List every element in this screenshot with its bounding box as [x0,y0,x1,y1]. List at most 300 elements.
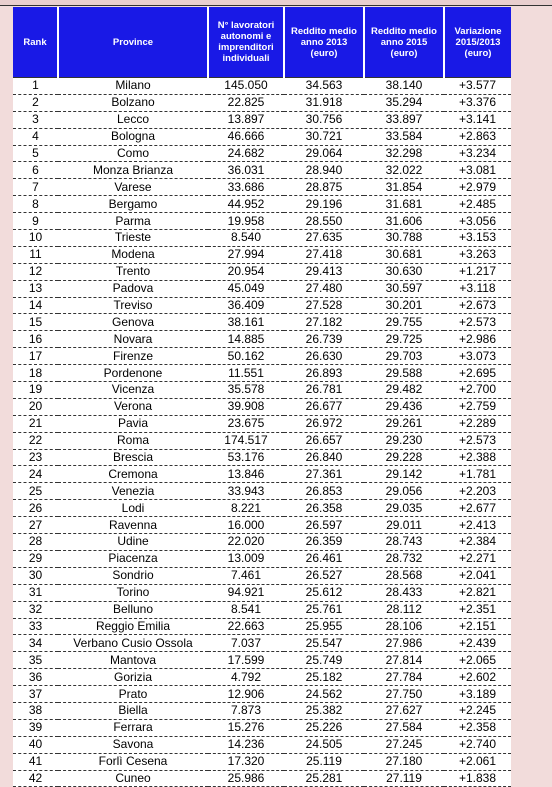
province-cell: Pordenone [58,365,208,382]
table-row [13,517,511,534]
change-cell: +2.271 [444,550,511,567]
income-2015-cell: 30.201 [364,297,444,314]
change-cell: +2.673 [444,297,511,314]
change-cell: +2.041 [444,567,511,584]
province-cell: Forlì Cesena [58,753,208,770]
table-row [13,466,511,483]
province-cell: Cuneo [58,770,208,787]
change-cell: +2.863 [444,128,511,145]
rank-cell: 12 [13,263,58,280]
province-cell: Ravenna [58,517,208,534]
workers-cell: 22.020 [208,534,284,551]
workers-cell: 8.541 [208,601,284,618]
income-2013-cell: 26.972 [284,415,364,432]
change-cell: +2.151 [444,618,511,635]
income-2013-cell: 29.413 [284,263,364,280]
rank-cell: 5 [13,145,58,162]
rank-cell: 34 [13,635,58,652]
income-2013-cell: 27.528 [284,297,364,314]
table-row [13,415,511,432]
table-row [13,601,511,618]
rank-cell: 24 [13,466,58,483]
workers-cell: 19.958 [208,213,284,230]
change-cell: +2.573 [444,314,511,331]
table-row [13,686,511,703]
income-2013-cell: 28.940 [284,162,364,179]
province-cell: Sondrio [58,567,208,584]
income-2015-cell: 28.732 [364,550,444,567]
table-row [13,736,511,753]
table-row [13,145,511,162]
income-2015-cell: 27.119 [364,770,444,787]
workers-cell: 36.031 [208,162,284,179]
change-cell: +3.263 [444,246,511,263]
change-cell: +2.439 [444,635,511,652]
workers-cell: 4.792 [208,669,284,686]
table-row [13,230,511,247]
change-cell: +2.821 [444,584,511,601]
province-cell: Belluno [58,601,208,618]
change-cell: +3.376 [444,94,511,111]
change-cell: +3.153 [444,230,511,247]
table-row [13,584,511,601]
workers-cell: 7.461 [208,567,284,584]
table-row [13,483,511,500]
workers-cell: 11.551 [208,365,284,382]
workers-cell: 13.897 [208,111,284,128]
income-2013-cell: 25.382 [284,702,364,719]
income-2015-cell: 31.681 [364,196,444,213]
change-cell: +2.245 [444,702,511,719]
rank-cell: 10 [13,230,58,247]
change-cell: +2.413 [444,517,511,534]
change-cell: +3.073 [444,348,511,365]
income-2015-cell: 32.298 [364,145,444,162]
workers-cell: 7.873 [208,702,284,719]
table-header [13,7,511,78]
rank-cell: 22 [13,432,58,449]
rank-cell: 39 [13,719,58,736]
table-row [13,567,511,584]
change-cell: +2.695 [444,365,511,382]
rank-cell: 9 [13,213,58,230]
income-2013-cell: 25.119 [284,753,364,770]
table-row [13,534,511,551]
province-cell: Novara [58,331,208,348]
table-row [13,398,511,415]
income-2015-cell: 33.584 [364,128,444,145]
income-2013-cell: 27.418 [284,246,364,263]
province-cell: Roma [58,432,208,449]
income-2013-cell: 26.359 [284,534,364,551]
income-2013-cell: 26.358 [284,500,364,517]
table-row [13,550,511,567]
table-row [13,78,511,95]
workers-cell: 33.943 [208,483,284,500]
rank-cell: 26 [13,500,58,517]
table-row [13,348,511,365]
income-2015-cell: 30.681 [364,246,444,263]
rank-cell: 1 [13,78,58,95]
income-2015-cell: 29.436 [364,398,444,415]
income-2015-cell: 27.784 [364,669,444,686]
workers-cell: 145.050 [208,78,284,95]
change-cell: +3.118 [444,280,511,297]
income-2015-cell: 27.180 [364,753,444,770]
income-2015-cell: 31.606 [364,213,444,230]
workers-cell: 14.885 [208,331,284,348]
income-2013-cell: 26.853 [284,483,364,500]
table-row [13,500,511,517]
change-cell: +2.065 [444,652,511,669]
rank-cell: 7 [13,179,58,196]
rank-cell: 16 [13,331,58,348]
income-2015-cell: 27.584 [364,719,444,736]
change-cell: +3.056 [444,213,511,230]
change-cell: +2.986 [444,331,511,348]
rank-cell: 35 [13,652,58,669]
table-row [13,702,511,719]
change-cell: +2.061 [444,753,511,770]
province-cell: Trieste [58,230,208,247]
income-2015-cell: 29.588 [364,365,444,382]
province-cell: Bergamo [58,196,208,213]
rank-cell: 15 [13,314,58,331]
rank-cell: 27 [13,517,58,534]
income-2015-cell: 28.433 [364,584,444,601]
province-cell: Padova [58,280,208,297]
change-cell: +3.189 [444,686,511,703]
header-income-2013: Reddito medio anno 2013 (euro) [284,7,364,78]
income-2013-cell: 29.064 [284,145,364,162]
change-cell: +2.759 [444,398,511,415]
income-2015-cell: 28.112 [364,601,444,618]
income-2013-cell: 24.562 [284,686,364,703]
income-2013-cell: 26.630 [284,348,364,365]
rank-cell: 30 [13,567,58,584]
table-row [13,719,511,736]
change-cell: +3.234 [444,145,511,162]
income-2013-cell: 26.840 [284,449,364,466]
rank-cell: 21 [13,415,58,432]
income-2013-cell: 24.505 [284,736,364,753]
income-2013-cell: 25.281 [284,770,364,787]
income-2013-cell: 25.547 [284,635,364,652]
province-cell: Firenze [58,348,208,365]
rank-cell: 37 [13,686,58,703]
income-2013-cell: 27.361 [284,466,364,483]
workers-cell: 23.675 [208,415,284,432]
province-cell: Reggio Emilia [58,618,208,635]
rank-cell: 38 [13,702,58,719]
change-cell: +2.979 [444,179,511,196]
change-cell: +2.203 [444,483,511,500]
income-ranking-table [13,7,511,787]
table-row [13,196,511,213]
workers-cell: 22.663 [208,618,284,635]
province-cell: Ferrara [58,719,208,736]
income-2015-cell: 29.142 [364,466,444,483]
rank-cell: 36 [13,669,58,686]
province-cell: Bologna [58,128,208,145]
province-cell: Mantova [58,652,208,669]
income-2013-cell: 26.781 [284,382,364,399]
change-cell: +2.573 [444,432,511,449]
workers-cell: 16.000 [208,517,284,534]
workers-cell: 12.906 [208,686,284,703]
income-2015-cell: 29.011 [364,517,444,534]
table-row [13,669,511,686]
income-2013-cell: 25.761 [284,601,364,618]
page-top-strip [0,0,552,6]
table-row [13,331,511,348]
income-2013-cell: 25.749 [284,652,364,669]
rank-cell: 4 [13,128,58,145]
workers-cell: 8.221 [208,500,284,517]
change-cell: +2.289 [444,415,511,432]
change-cell: +3.141 [444,111,511,128]
table-row [13,314,511,331]
workers-cell: 17.320 [208,753,284,770]
workers-cell: 17.599 [208,652,284,669]
header-income-2015: Reddito medio anno 2015 (euro) [364,7,444,78]
province-cell: Bolzano [58,94,208,111]
province-cell: Biella [58,702,208,719]
rank-cell: 31 [13,584,58,601]
change-cell: +2.740 [444,736,511,753]
income-2015-cell: 29.035 [364,500,444,517]
table-body [13,78,511,787]
workers-cell: 33.686 [208,179,284,196]
table-row [13,246,511,263]
table-row [13,432,511,449]
province-cell: Trento [58,263,208,280]
table-row [13,297,511,314]
header-change: Variazione 2015/2013 (euro) [444,7,511,78]
income-2013-cell: 30.756 [284,111,364,128]
rank-cell: 14 [13,297,58,314]
change-cell: +2.677 [444,500,511,517]
rank-cell: 40 [13,736,58,753]
income-2015-cell: 29.755 [364,314,444,331]
workers-cell: 15.276 [208,719,284,736]
province-cell: Parma [58,213,208,230]
province-cell: Udine [58,534,208,551]
income-2015-cell: 29.482 [364,382,444,399]
income-2015-cell: 29.703 [364,348,444,365]
income-2013-cell: 34.563 [284,78,364,95]
income-table-sheet [13,7,511,787]
province-cell: Modena [58,246,208,263]
province-cell: Varese [58,179,208,196]
income-2013-cell: 26.739 [284,331,364,348]
province-cell: Verbano Cusio Ossola [58,635,208,652]
rank-cell: 8 [13,196,58,213]
income-2015-cell: 30.597 [364,280,444,297]
workers-cell: 13.009 [208,550,284,567]
table-row [13,635,511,652]
income-2015-cell: 30.788 [364,230,444,247]
income-2013-cell: 26.657 [284,432,364,449]
rank-cell: 25 [13,483,58,500]
income-2013-cell: 27.182 [284,314,364,331]
province-cell: Genova [58,314,208,331]
income-2015-cell: 28.568 [364,567,444,584]
income-2015-cell: 30.630 [364,263,444,280]
province-cell: Gorizia [58,669,208,686]
income-2015-cell: 29.056 [364,483,444,500]
province-cell: Vicenza [58,382,208,399]
workers-cell: 44.952 [208,196,284,213]
table-row [13,449,511,466]
province-cell: Piacenza [58,550,208,567]
change-cell: +2.602 [444,669,511,686]
province-cell: Como [58,145,208,162]
income-2015-cell: 29.261 [364,415,444,432]
rank-cell: 28 [13,534,58,551]
income-2015-cell: 31.854 [364,179,444,196]
income-2015-cell: 28.743 [364,534,444,551]
income-2013-cell: 28.875 [284,179,364,196]
income-2013-cell: 28.550 [284,213,364,230]
table-row [13,280,511,297]
province-cell: Venezia [58,483,208,500]
income-2013-cell: 25.612 [284,584,364,601]
income-2013-cell: 29.196 [284,196,364,213]
table-row [13,365,511,382]
table-row [13,652,511,669]
rank-cell: 33 [13,618,58,635]
workers-cell: 46.666 [208,128,284,145]
workers-cell: 7.037 [208,635,284,652]
province-cell: Torino [58,584,208,601]
workers-cell: 22.825 [208,94,284,111]
table-row [13,128,511,145]
income-2015-cell: 27.986 [364,635,444,652]
change-cell: +1.781 [444,466,511,483]
workers-cell: 25.986 [208,770,284,787]
income-2015-cell: 38.140 [364,78,444,95]
income-2013-cell: 31.918 [284,94,364,111]
table-row [13,263,511,280]
table-row [13,382,511,399]
province-cell: Monza Brianza [58,162,208,179]
income-2013-cell: 27.635 [284,230,364,247]
income-2013-cell: 27.480 [284,280,364,297]
workers-cell: 27.994 [208,246,284,263]
rank-cell: 19 [13,382,58,399]
workers-cell: 38.161 [208,314,284,331]
province-cell: Pavia [58,415,208,432]
change-cell: +3.577 [444,78,511,95]
province-cell: Cremona [58,466,208,483]
table-row [13,179,511,196]
table-row [13,770,511,787]
income-2013-cell: 26.893 [284,365,364,382]
header-province: Province [58,7,208,78]
income-2013-cell: 30.721 [284,128,364,145]
rank-cell: 41 [13,753,58,770]
change-cell: +3.081 [444,162,511,179]
income-2015-cell: 27.627 [364,702,444,719]
header-workers: N° lavoratori autonomi e imprenditori individuali [208,7,284,78]
rank-cell: 13 [13,280,58,297]
rank-cell: 29 [13,550,58,567]
change-cell: +2.351 [444,601,511,618]
income-2015-cell: 27.750 [364,686,444,703]
workers-cell: 8.540 [208,230,284,247]
province-cell: Lecco [58,111,208,128]
rank-cell: 11 [13,246,58,263]
change-cell: +2.388 [444,449,511,466]
workers-cell: 13.846 [208,466,284,483]
workers-cell: 94.921 [208,584,284,601]
income-2013-cell: 26.597 [284,517,364,534]
province-cell: Verona [58,398,208,415]
header-rank: Rank [13,7,58,78]
rank-cell: 23 [13,449,58,466]
province-cell: Brescia [58,449,208,466]
income-2013-cell: 26.677 [284,398,364,415]
rank-cell: 20 [13,398,58,415]
rank-cell: 6 [13,162,58,179]
income-2015-cell: 35.294 [364,94,444,111]
income-2013-cell: 26.461 [284,550,364,567]
province-cell: Milano [58,78,208,95]
workers-cell: 24.682 [208,145,284,162]
table-row [13,162,511,179]
change-cell: +2.700 [444,382,511,399]
province-cell: Treviso [58,297,208,314]
change-cell: +2.384 [444,534,511,551]
change-cell: +1.217 [444,263,511,280]
table-row [13,94,511,111]
income-2015-cell: 29.725 [364,331,444,348]
income-2015-cell: 29.230 [364,432,444,449]
workers-cell: 36.409 [208,297,284,314]
workers-cell: 35.578 [208,382,284,399]
income-2015-cell: 28.106 [364,618,444,635]
income-2015-cell: 29.228 [364,449,444,466]
income-2015-cell: 27.814 [364,652,444,669]
change-cell: +1.838 [444,770,511,787]
table-row [13,753,511,770]
change-cell: +2.358 [444,719,511,736]
table-row [13,111,511,128]
workers-cell: 39.908 [208,398,284,415]
income-2015-cell: 33.897 [364,111,444,128]
income-2013-cell: 26.527 [284,567,364,584]
province-cell: Savona [58,736,208,753]
rank-cell: 32 [13,601,58,618]
workers-cell: 53.176 [208,449,284,466]
income-2013-cell: 25.226 [284,719,364,736]
income-2015-cell: 27.245 [364,736,444,753]
table-row [13,618,511,635]
income-2013-cell: 25.182 [284,669,364,686]
province-cell: Lodi [58,500,208,517]
income-2013-cell: 25.955 [284,618,364,635]
workers-cell: 45.049 [208,280,284,297]
workers-cell: 14.236 [208,736,284,753]
rank-cell: 17 [13,348,58,365]
rank-cell: 42 [13,770,58,787]
workers-cell: 50.162 [208,348,284,365]
province-cell: Prato [58,686,208,703]
workers-cell: 20.954 [208,263,284,280]
rank-cell: 18 [13,365,58,382]
change-cell: +2.485 [444,196,511,213]
